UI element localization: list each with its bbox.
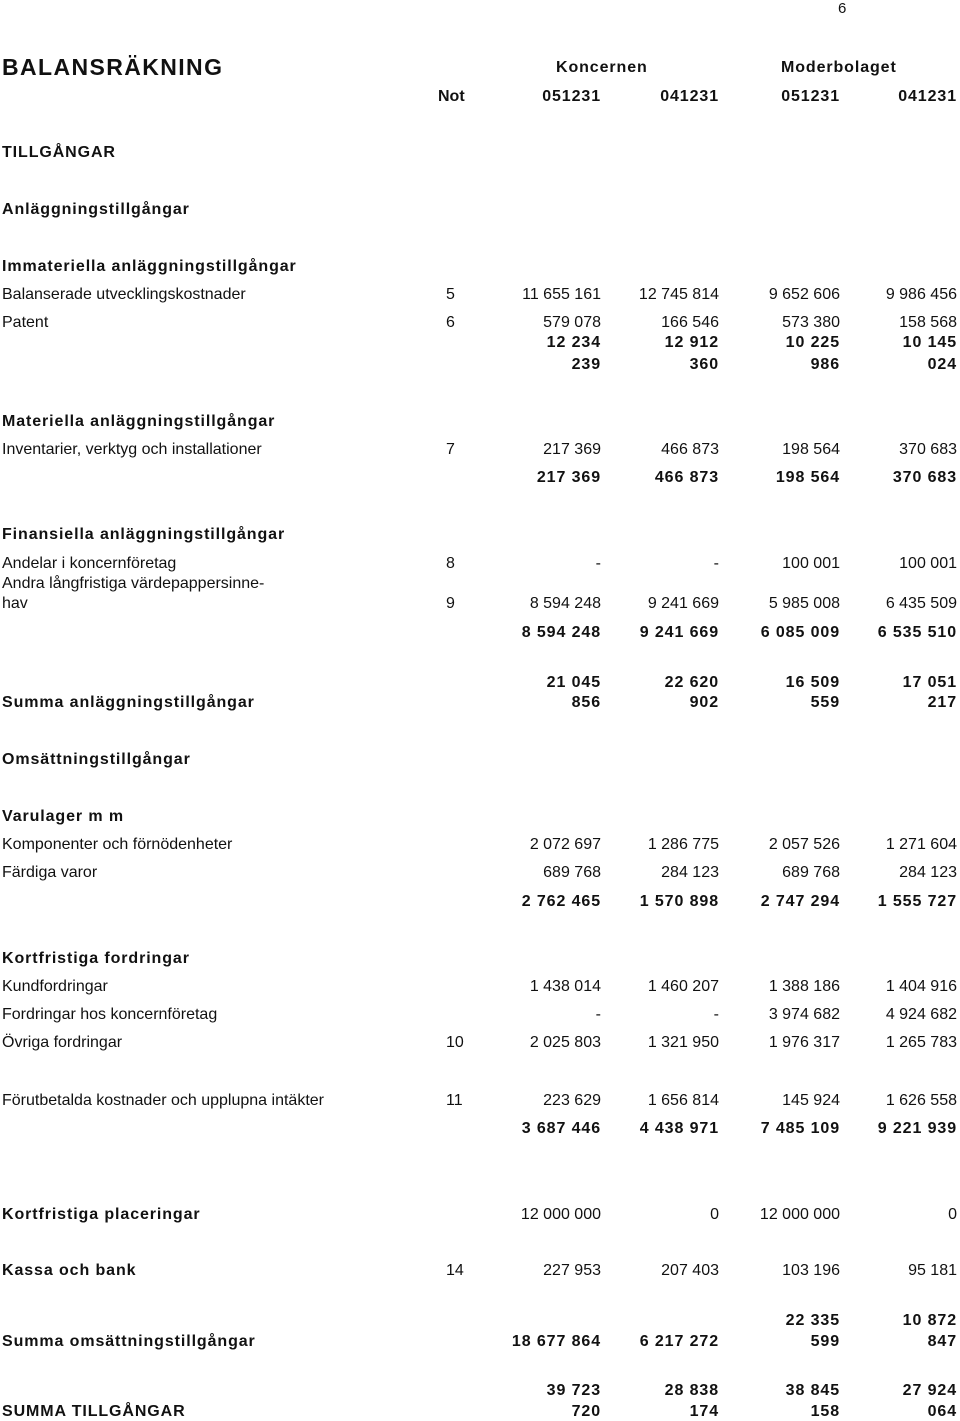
group-header-koncernen: Koncernen [556, 59, 648, 76]
cell-value: 2 747 294 [760, 893, 840, 910]
row-label: Summa anläggningstillgångar [2, 694, 255, 711]
cell-value: 1 321 950 [647, 1034, 719, 1051]
cell-value: 0 [710, 1206, 719, 1223]
cell-value: 4 924 682 [885, 1006, 957, 1023]
cell-value: 9 241 669 [647, 595, 719, 612]
cell-value: 95 181 [908, 1262, 957, 1279]
note-number: 6 [446, 314, 455, 331]
column-header-koncernen-2005: 051231 [542, 88, 601, 105]
cell-value: 145 924 [782, 1092, 840, 1109]
row-label: Komponenter och förnödenheter [2, 836, 233, 853]
cell-value: 217 369 [543, 441, 601, 458]
row-label: Summa omsättningstillgångar [2, 1333, 256, 1350]
cell-value: 370 683 [892, 469, 957, 486]
note-number: 10 [446, 1034, 464, 1051]
note-number: 8 [446, 555, 455, 572]
cell-value: 1 656 814 [647, 1092, 719, 1109]
cell-value: 28 838 [664, 1382, 719, 1399]
cell-value: 689 768 [782, 864, 840, 881]
row-label: Finansiella anläggningstillgångar [2, 526, 286, 543]
column-header-moderbolaget-2005: 051231 [781, 88, 840, 105]
cell-value: 12 912 [664, 334, 719, 351]
row-label: Patent [2, 314, 49, 331]
row-label: Andelar i koncernföretag [2, 555, 177, 572]
row-label: Övriga fordringar [2, 1034, 123, 1051]
cell-value: 38 845 [785, 1382, 840, 1399]
cell-value: 1 265 783 [885, 1034, 957, 1051]
note-number: 9 [446, 595, 455, 612]
cell-value: - [713, 555, 719, 572]
cell-value: 7 485 109 [760, 1120, 840, 1137]
row-label: Materiella anläggningstillgångar [2, 413, 276, 430]
row-label: Kortfristiga fordringar [2, 950, 190, 967]
note-number: 5 [446, 286, 455, 303]
cell-value: 10 872 [902, 1312, 957, 1329]
cell-value: 207 403 [661, 1262, 719, 1279]
cell-value: 720 [571, 1403, 601, 1420]
cell-value: 8 594 248 [521, 624, 601, 641]
cell-value: 2 057 526 [768, 836, 840, 853]
cell-value: 024 [927, 356, 957, 373]
row-label: Balanserade utvecklingskostnader [2, 286, 246, 303]
cell-value: 360 [689, 356, 719, 373]
row-label: SUMMA TILLGÅNGAR [2, 1403, 186, 1420]
cell-value: 1 626 558 [885, 1092, 957, 1109]
row-label: Omsättningstillgångar [2, 751, 191, 768]
cell-value: 223 629 [543, 1092, 601, 1109]
cell-value: 1 976 317 [768, 1034, 840, 1051]
cell-value: 227 953 [543, 1262, 601, 1279]
cell-value: 17 051 [902, 674, 957, 691]
cell-value: 3 974 682 [768, 1006, 840, 1023]
cell-value: 100 001 [782, 555, 840, 572]
cell-value: 2 025 803 [529, 1034, 601, 1051]
cell-value: 11 655 161 [522, 286, 601, 303]
cell-value: 12 745 814 [638, 286, 719, 303]
cell-value: 847 [927, 1333, 957, 1350]
cell-value: 986 [810, 356, 840, 373]
cell-value: 2 072 697 [529, 836, 601, 853]
row-label: Förutbetalda kostnader och upplupna intäkter [2, 1092, 324, 1109]
cell-value: 9 652 606 [768, 286, 840, 303]
cell-value: 103 196 [782, 1262, 840, 1279]
cell-value: 579 078 [543, 314, 601, 331]
cell-value: 239 [571, 356, 601, 373]
cell-value: 2 762 465 [521, 893, 601, 910]
cell-value: 27 924 [902, 1382, 957, 1399]
cell-value: 8 594 248 [529, 595, 601, 612]
cell-value: 1 438 014 [529, 978, 601, 995]
cell-value: 21 045 [546, 674, 601, 691]
note-number: 7 [446, 441, 455, 458]
cell-value: - [713, 1006, 719, 1023]
cell-value: 599 [810, 1333, 840, 1350]
column-header-moderbolaget-2004: 041231 [898, 88, 957, 105]
cell-value: 1 404 916 [885, 978, 957, 995]
page-number: 6 [838, 0, 847, 17]
cell-value: 466 873 [661, 441, 719, 458]
cell-value: 4 438 971 [639, 1120, 719, 1137]
cell-value: 1 271 604 [885, 836, 957, 853]
cell-value: 559 [810, 694, 840, 711]
cell-value: 3 687 446 [521, 1120, 601, 1137]
row-label: Färdiga varor [2, 864, 98, 881]
cell-value: 6 085 009 [760, 624, 840, 641]
cell-value: 12 234 [546, 334, 601, 351]
row-label: hav [2, 595, 28, 612]
cell-value: 284 123 [661, 864, 719, 881]
cell-value: 856 [571, 694, 601, 711]
cell-value: 1 460 207 [647, 978, 719, 995]
cell-value: 22 335 [785, 1312, 840, 1329]
cell-value: 158 [810, 1403, 840, 1420]
cell-value: 12 000 000 [759, 1206, 840, 1223]
cell-value: 9 986 456 [885, 286, 957, 303]
cell-value: - [595, 555, 601, 572]
cell-value: 18 677 864 [511, 1333, 601, 1350]
row-label: Andra långfristiga värdepappersinne- [2, 575, 265, 592]
row-label: TILLGÅNGAR [2, 144, 116, 161]
cell-value: 064 [927, 1403, 957, 1420]
cell-value: 1 570 898 [639, 893, 719, 910]
row-label: Fordringar hos koncernföretag [2, 1006, 218, 1023]
row-label: Inventarier, verktyg och installationer [2, 441, 262, 458]
cell-value: 12 000 000 [520, 1206, 601, 1223]
row-label: Varulager m m [2, 808, 124, 825]
column-header-not: Not [438, 88, 465, 105]
cell-value: 6 217 272 [639, 1333, 719, 1350]
cell-value: 10 225 [785, 334, 840, 351]
note-number: 14 [446, 1262, 464, 1279]
cell-value: 6 435 509 [885, 595, 957, 612]
row-label: Immateriella anläggningstillgångar [2, 258, 297, 275]
cell-value: 16 509 [785, 674, 840, 691]
cell-value: 9 241 669 [639, 624, 719, 641]
cell-value: 1 286 775 [647, 836, 719, 853]
cell-value: 9 221 939 [877, 1120, 957, 1137]
row-label: Anläggningstillgångar [2, 201, 190, 218]
cell-value: 10 145 [902, 334, 957, 351]
note-number: 11 [446, 1092, 463, 1109]
cell-value: 6 535 510 [877, 624, 957, 641]
row-label: Kundfordringar [2, 978, 108, 995]
cell-value: 217 [927, 694, 957, 711]
cell-value: 166 546 [661, 314, 719, 331]
group-header-moderbolaget: Moderbolaget [781, 59, 897, 76]
cell-value: 22 620 [664, 674, 719, 691]
column-header-koncernen-2004: 041231 [660, 88, 719, 105]
row-label: Kortfristiga placeringar [2, 1206, 201, 1223]
cell-value: 573 380 [782, 314, 840, 331]
cell-value: 689 768 [543, 864, 601, 881]
cell-value: 198 564 [775, 469, 840, 486]
cell-value: 198 564 [782, 441, 840, 458]
cell-value: 370 683 [899, 441, 957, 458]
cell-value: 158 568 [899, 314, 957, 331]
cell-value: 1 555 727 [877, 893, 957, 910]
page-title: BALANSRÄKNING [2, 54, 224, 80]
cell-value: 217 369 [536, 469, 601, 486]
cell-value: - [595, 1006, 601, 1023]
cell-value: 902 [689, 694, 719, 711]
cell-value: 1 388 186 [768, 978, 840, 995]
cell-value: 5 985 008 [768, 595, 840, 612]
cell-value: 284 123 [899, 864, 957, 881]
cell-value: 39 723 [546, 1382, 601, 1399]
cell-value: 100 001 [899, 555, 957, 572]
row-label: Kassa och bank [2, 1262, 137, 1279]
cell-value: 0 [948, 1206, 957, 1223]
cell-value: 466 873 [654, 469, 719, 486]
cell-value: 174 [689, 1403, 719, 1420]
